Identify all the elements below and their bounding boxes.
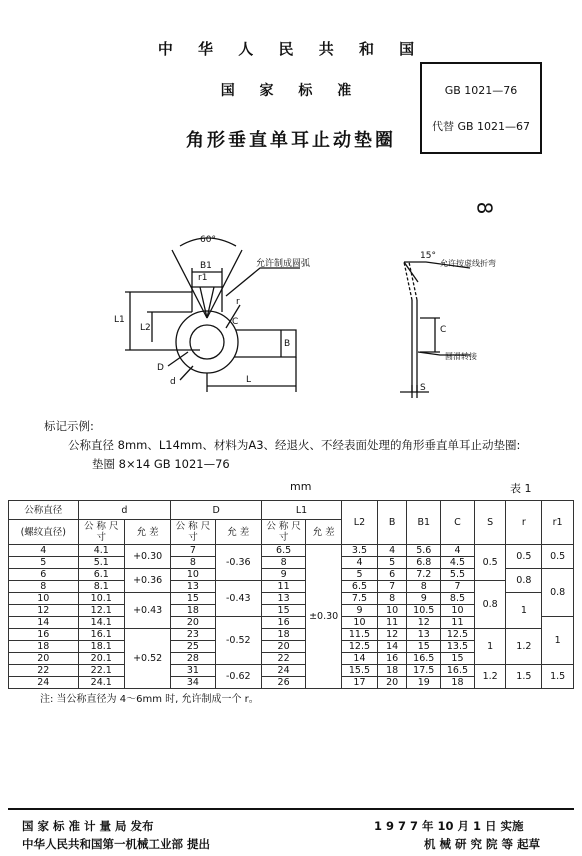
cell-L2: 15.5 (342, 665, 378, 677)
cell-L1: 24 (261, 665, 305, 677)
cell-D: 8 (171, 557, 215, 569)
cell-d: 12.1 (78, 605, 124, 617)
header-D: D (171, 501, 262, 520)
cell-D: 7 (171, 545, 215, 557)
arc-note: 允许制成圆弧 (256, 259, 311, 269)
cell-S: 0.8 (474, 581, 506, 629)
cell-r: 0.8 (506, 569, 542, 593)
cell-C: 13.5 (441, 641, 475, 653)
cell-r: 1.2 (506, 629, 542, 665)
r1-label: r1 (198, 273, 208, 283)
bend-note: 允许按虚线折弯 (440, 259, 496, 268)
cell-d-tolerance: +0.52 (124, 629, 170, 689)
cell-B: 20 (377, 677, 407, 689)
cell-S: 1 (474, 629, 506, 665)
cell-C: 12.5 (441, 629, 475, 641)
cell-L1: 16 (261, 617, 305, 629)
cell-L2: 7.5 (342, 593, 378, 605)
cell-d: 18.1 (78, 641, 124, 653)
cell-d-tolerance: +0.43 (124, 593, 170, 629)
header-L1: L1 (261, 501, 341, 520)
angle-label: 60° (200, 235, 216, 245)
header-standard-type: 国 家 标 准 (220, 83, 362, 99)
cell-C: 18 (441, 677, 475, 689)
cell-L2: 4 (342, 557, 378, 569)
cell-d-tolerance: +0.36 (124, 569, 170, 593)
d-inner-label: d (170, 377, 176, 387)
cell-C: 16.5 (441, 665, 475, 677)
cell-B: 5 (377, 557, 407, 569)
cell-B: 6 (377, 569, 407, 581)
table-row (9, 665, 574, 677)
cell-L2: 11.5 (342, 629, 378, 641)
cell-r: 0.5 (506, 545, 542, 569)
header-r1: r1 (542, 501, 574, 545)
cell-B1: 7.2 (407, 569, 441, 581)
cell-d: 6.1 (78, 569, 124, 581)
marking-example-description: 公称直径 8mm、L14mm、材料为A3、经退火、不经表面处理的角形垂直单耳止动垫圈: (68, 438, 521, 452)
header-L2: L2 (342, 501, 378, 545)
cell-L2: 14 (342, 653, 378, 665)
header-C: C (441, 501, 475, 545)
cell-L2: 3.5 (342, 545, 378, 557)
cell-B1: 5.6 (407, 545, 441, 557)
footer-drafter: 机 械 研 究 院 等 起草 (424, 837, 541, 851)
cell-r1: 1.5 (542, 665, 574, 689)
marking-example-heading: 标记示例: (44, 419, 94, 433)
header-D-nominal: 公 称 尺 寸 (171, 520, 215, 545)
table-unit: mm (290, 480, 312, 493)
cell-nominal-diameter: 5 (9, 557, 79, 569)
cell-nominal-diameter: 12 (9, 605, 79, 617)
cell-nominal-diameter: 14 (9, 617, 79, 629)
header-country: 中 华 人 民 共 和 国 (157, 40, 425, 58)
cell-nominal-diameter: 8 (9, 581, 79, 593)
cell-L1: 8 (261, 557, 305, 569)
cell-B: 8 (377, 593, 407, 605)
cell-L1: 26 (261, 677, 305, 689)
cell-C: 4.5 (441, 557, 475, 569)
cell-B1: 10.5 (407, 605, 441, 617)
cell-r1: 0.8 (542, 569, 574, 617)
cell-nominal-diameter: 24 (9, 677, 79, 689)
washer-drawing (0, 0, 582, 410)
cell-L1: 22 (261, 653, 305, 665)
header-r: r (506, 501, 542, 545)
cell-D: 15 (171, 593, 215, 605)
cell-nominal-diameter: 20 (9, 653, 79, 665)
cell-S: 1.2 (474, 665, 506, 689)
l2-label: L2 (140, 323, 151, 333)
cell-d: 8.1 (78, 581, 124, 593)
dimension-table (8, 500, 574, 689)
header-D-tolerance: 允 差 (215, 520, 261, 545)
header-nominal-diameter: 公称直径 (9, 501, 79, 520)
cell-B: 16 (377, 653, 407, 665)
footer-issuer: 国 家 标 准 计 量 局 发布 (22, 819, 154, 833)
cell-nominal-diameter: 6 (9, 569, 79, 581)
cell-L1-tolerance: ±0.30 (306, 545, 342, 689)
header-thread-diameter: (螺纹直径) (9, 520, 79, 545)
cell-d: 14.1 (78, 617, 124, 629)
cell-L2: 17 (342, 677, 378, 689)
table-caption: 表 1 (510, 482, 532, 495)
cell-r1: 1 (542, 617, 574, 665)
replaces-standard: 代替 GB 1021—67 (431, 120, 531, 133)
cell-L1: 13 (261, 593, 305, 605)
cell-B1: 15 (407, 641, 441, 653)
cell-L1: 6.5 (261, 545, 305, 557)
marking-example: 垫圈 8×14 GB 1021—76 (92, 457, 230, 471)
cell-d-tolerance: +0.30 (124, 545, 170, 569)
cell-D-tolerance: -0.52 (215, 617, 261, 665)
cell-B: 14 (377, 641, 407, 653)
cell-r1: 0.5 (542, 545, 574, 569)
cell-r: 1.5 (506, 665, 542, 689)
cell-L1: 11 (261, 581, 305, 593)
cell-d: 4.1 (78, 545, 124, 557)
d-outer-label: D (157, 363, 164, 373)
cell-D-tolerance: -0.36 (215, 545, 261, 581)
header-B: B (377, 501, 407, 545)
cell-nominal-diameter: 18 (9, 641, 79, 653)
cell-D-tolerance: -0.62 (215, 665, 261, 689)
cell-L1: 18 (261, 629, 305, 641)
c-label: C (232, 317, 239, 327)
cell-nominal-diameter: 16 (9, 629, 79, 641)
cell-L2: 5 (342, 569, 378, 581)
cell-B: 7 (377, 581, 407, 593)
cell-d: 5.1 (78, 557, 124, 569)
cell-L2: 10 (342, 617, 378, 629)
page-number: 8 (472, 201, 497, 215)
l-label: L (246, 375, 252, 385)
cell-d: 10.1 (78, 593, 124, 605)
cell-D: 10 (171, 569, 215, 581)
header-L1-tolerance: 允 差 (306, 520, 342, 545)
cell-C: 5.5 (441, 569, 475, 581)
cell-B1: 6.8 (407, 557, 441, 569)
footer-date: 1 9 7 7 年 10 月 1 日 实施 (374, 819, 524, 833)
cell-B1: 9 (407, 593, 441, 605)
cell-B1: 13 (407, 629, 441, 641)
cell-C: 11 (441, 617, 475, 629)
side-angle-label: 15° (420, 251, 436, 261)
cell-nominal-diameter: 10 (9, 593, 79, 605)
cell-C: 7 (441, 581, 475, 593)
cell-d: 22.1 (78, 665, 124, 677)
cell-L1: 15 (261, 605, 305, 617)
page-title: 角形垂直单耳止动垫圈 (186, 130, 396, 151)
cell-B1: 17.5 (407, 665, 441, 677)
cell-L1: 20 (261, 641, 305, 653)
cell-d: 16.1 (78, 629, 124, 641)
side-c-label: C (440, 325, 447, 335)
cell-d: 20.1 (78, 653, 124, 665)
cell-C: 8.5 (441, 593, 475, 605)
table-note: 注: 当公称直径为 4～6mm 时, 允许制成一个 r。 (40, 694, 259, 705)
cell-C: 15 (441, 653, 475, 665)
table-row (9, 629, 574, 641)
header-B1: B1 (407, 501, 441, 545)
cell-C: 10 (441, 605, 475, 617)
cell-nominal-diameter: 4 (9, 545, 79, 557)
cell-S: 0.5 (474, 545, 506, 581)
cell-B: 11 (377, 617, 407, 629)
header-d-tolerance: 允 差 (124, 520, 170, 545)
cell-L2: 12.5 (342, 641, 378, 653)
cell-B: 4 (377, 545, 407, 557)
footer-rule (8, 808, 574, 810)
cell-r: 1 (506, 593, 542, 629)
cell-B1: 8 (407, 581, 441, 593)
cell-C: 4 (441, 545, 475, 557)
header-d: d (78, 501, 171, 520)
cell-B1: 16.5 (407, 653, 441, 665)
cell-B1: 19 (407, 677, 441, 689)
cell-B: 18 (377, 665, 407, 677)
cell-D: 34 (171, 677, 215, 689)
cell-D: 18 (171, 605, 215, 617)
cell-D: 13 (171, 581, 215, 593)
cell-d: 24.1 (78, 677, 124, 689)
cell-L2: 6.5 (342, 581, 378, 593)
cell-D: 25 (171, 641, 215, 653)
washer-side-view (400, 262, 470, 398)
b-label: B (284, 339, 291, 349)
header-L1-nominal: 公 称 尺 寸 (261, 520, 305, 545)
table-row (9, 545, 574, 557)
cell-B: 10 (377, 605, 407, 617)
cell-nominal-diameter: 22 (9, 665, 79, 677)
cell-B: 12 (377, 629, 407, 641)
cell-B1: 12 (407, 617, 441, 629)
table-row (9, 581, 574, 593)
header-S: S (474, 501, 506, 545)
s-label: S (420, 383, 426, 393)
cell-L2: 9 (342, 605, 378, 617)
cell-D: 20 (171, 617, 215, 629)
standard-number: GB 1021—76 (444, 84, 518, 97)
b1-label: B1 (200, 261, 212, 271)
cell-D: 28 (171, 653, 215, 665)
cell-D: 31 (171, 665, 215, 677)
header-d-nominal: 公 称 尺 寸 (78, 520, 124, 545)
cell-D: 23 (171, 629, 215, 641)
l1-label: L1 (114, 315, 125, 325)
smooth-transition-note: 圆滑转接 (445, 352, 477, 361)
cell-L1: 9 (261, 569, 305, 581)
footer-proposer: 中华人民共和国第一机械工业部 提出 (22, 837, 211, 851)
cell-D-tolerance: -0.43 (215, 581, 261, 617)
r-label: r (236, 297, 240, 307)
